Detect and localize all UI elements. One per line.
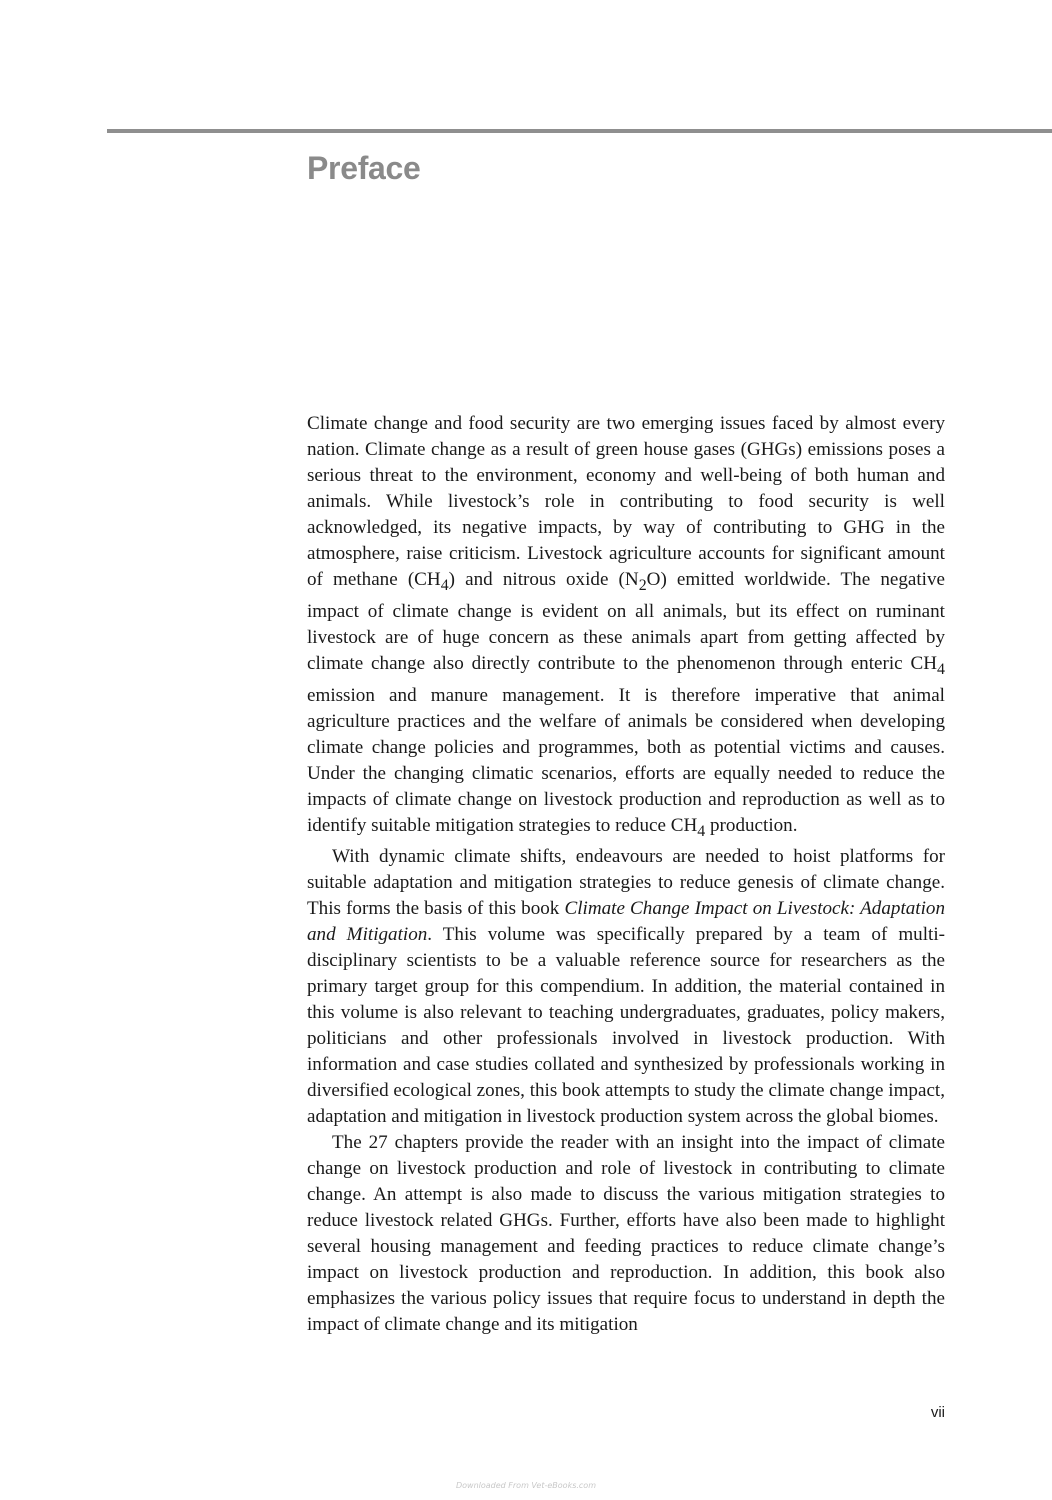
footer-watermark: Downloaded From Vet-eBooks.com	[455, 1481, 596, 1490]
paragraph-3: The 27 chapters provide the reader with an insight into the impact of climate change on livestock production and role of livestock in contributing to climate change. An attempt is also made to discuss the various mitigation strategies to reduce livestock related GHGs. Further, efforts have also been made to highlight several housing management and feeding practices to reduce climate change’s impact on livestock production and reproduction. In addition, this book also emphasizes the various policy issues that require focus to understand in depth the impact of climate change and its mitigation	[307, 1132, 945, 1336]
paragraph-2: With dynamic climate shifts, endeavours are needed to hoist platforms for suitable adaptation and mitigation strategies to reduce genesis of climate change. This forms the basis of this book Climate Change Impact on Livestock: Adaptation and Mitigation. This volume was specifically prepared by a team of multi-disciplinary scientists to be a valuable reference source for researchers as the primary target group for this compendium. In addition, the material contained in this volume is also relevant to teaching undergraduates, graduates, policy makers, politicians and other professionals involved in livestock production. With information and case studies collated and synthesized by professionals working in diversified ecological zones, this book attempts to study the climate change impact, adaptation and mitigation in livestock production system across the global biomes.	[307, 846, 946, 1128]
page-number: vii	[930, 1404, 945, 1421]
body-text	[307, 411, 945, 1338]
header-rule	[107, 129, 1052, 133]
page-title: Preface	[307, 150, 421, 186]
paragraph-1: Climate change and food security are two emerging issues faced by almost every nation. Climate change as a result of green house gases (GHGs) emissions poses a serious threat to the environment, economy and well-being of both human and animals. While livestock’s role in contributing to food security is well acknowledged, its negative impacts, by way of contributing to GHG in the atmosphere, raise criticism. Livestock agriculture accounts for significant amount of methane $(CH_4)$ and nitrous oxide $(N_2O)$ emitted worldwide. The negative impact of climate change is evident on all animals, but its effect on ruminant livestock are of huge concern as these animals apart from getting affected by climate change also directly contribute to the phenomenon through enteric $CH_4$ emission and manure management. It is therefore imperative that animal agriculture practices and the welfare of animals be considered when developing climate change policies and programmes, both as potential victims and causes. Under the changing climatic scenarios, efforts are equally needed to reduce the impacts of climate change on livestock production and reproduction as well as to identify suitable mitigation strategies to reduce $CH_4$ production.	[307, 413, 946, 840]
